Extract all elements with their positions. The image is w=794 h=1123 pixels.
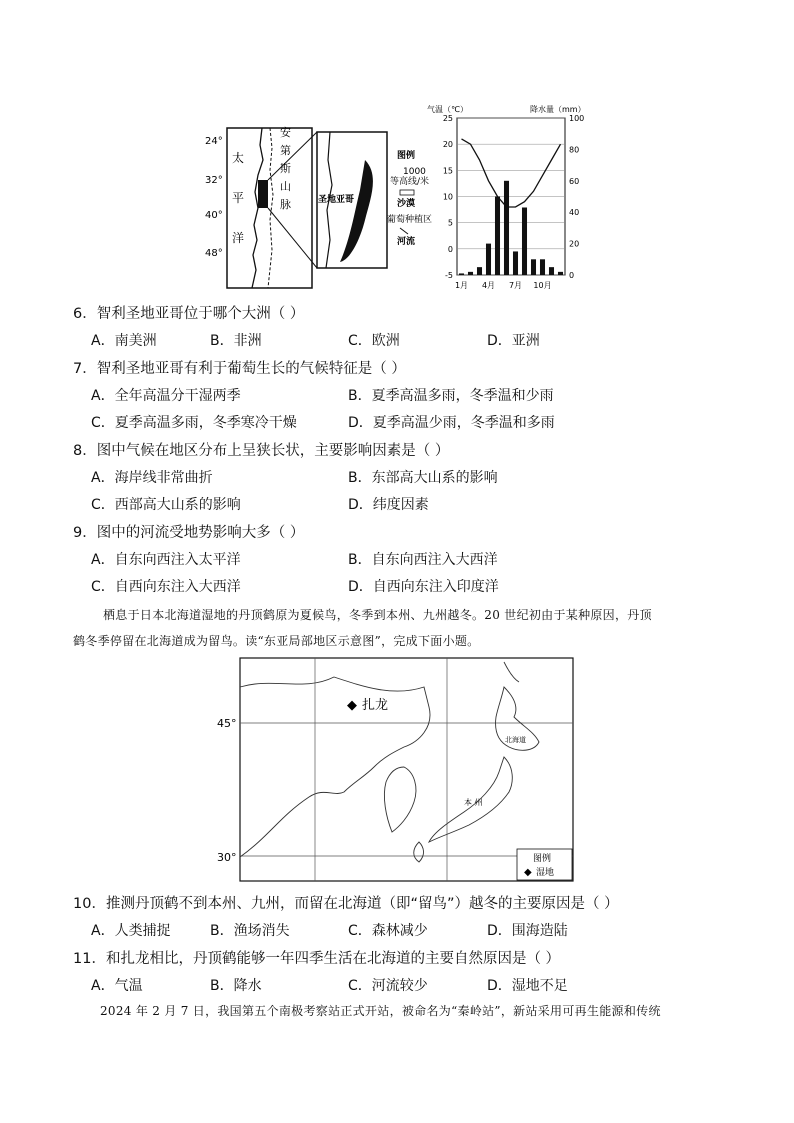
q6-option-a[interactable]: A．南美洲 [91, 333, 157, 349]
temp-axis-label: 气温（℃） [427, 105, 468, 114]
q11-option-b[interactable]: B．降水 [210, 978, 262, 994]
q8-option-c[interactable]: C．西部高大山系的影响 [91, 497, 241, 513]
x-tick-label: 4月 [481, 281, 496, 290]
climate-chart [425, 100, 590, 295]
precip-bar [540, 259, 545, 275]
east-asia-map [214, 657, 576, 883]
santiago-region [258, 180, 268, 208]
question-10: 10．推测丹顶鹤不到本州、九州，而留在北海道（即“留鸟”）越冬的主要原因是（ ） [73, 896, 619, 912]
svg-text:1000: 1000 [403, 167, 426, 177]
temp-tick-label: 25 [442, 114, 453, 123]
x-tick-label: 7月 [508, 281, 523, 290]
x-tick-label: 1月 [454, 281, 469, 290]
precip-tick-label: 0 [569, 271, 575, 280]
question-6: 6．智利圣地亚哥位于哪个大洲（ ） [73, 306, 305, 322]
santiago-label: 圣地亚哥 [318, 195, 355, 205]
passage-crane-line1: 栖息于日本北海道湿地的丹顶鹤原为夏候鸟，冬季到本州、九州越冬。20 世纪初由于某种原因，丹顶 [103, 608, 652, 622]
svg-text:平: 平 [232, 191, 245, 205]
andes-label [280, 125, 291, 211]
precip-bar [477, 267, 482, 275]
q9-option-a[interactable]: A．自东向西注入太平洋 [91, 552, 241, 568]
ocean-label [232, 150, 244, 245]
svg-text:第: 第 [280, 144, 291, 157]
question-7: 7．智利圣地亚哥有利于葡萄生长的气候特征是（ ） [73, 361, 406, 377]
passage-qinling: 2024 年 2 月 7 日，我国第五个南极考察站正式开站，被命名为“秦岭站”，新站采用可再生能源和传统 [100, 1004, 661, 1018]
lat-40: 40° [205, 210, 223, 221]
svg-text:河流: 河流 [397, 237, 416, 247]
lat-45-label: 45° [217, 717, 237, 730]
temp-tick-label: 15 [442, 166, 453, 176]
q11-option-d[interactable]: D．湿地不足 [487, 978, 568, 994]
question-9: 9．图中的河流受地势影响大多（ ） [73, 525, 305, 541]
q9-option-c[interactable]: C．自西向东注入大西洋 [91, 579, 241, 595]
q10-option-d[interactable]: D．围海造陆 [487, 923, 568, 939]
precip-bar [522, 207, 527, 275]
svg-text:脉: 脉 [280, 198, 291, 211]
precip-bar [531, 259, 536, 275]
zhalong-label: 扎龙 [362, 698, 389, 713]
precip-bar [504, 181, 509, 275]
precip-tick-label: 60 [569, 176, 580, 186]
q7-option-a[interactable]: A．全年高温分干湿两季 [91, 388, 241, 404]
q11-option-c[interactable]: C．河流较少 [348, 978, 428, 994]
x-tick-label: 10月 [533, 281, 552, 290]
svg-text:图例: 图例 [397, 151, 416, 161]
q8-option-a[interactable]: A．海岸线非常曲折 [91, 470, 213, 486]
precip-axis-label: 降水量（mm） [530, 105, 586, 114]
temp-tick-label: 0 [447, 244, 453, 254]
precip-bar [459, 273, 464, 275]
q7-option-c[interactable]: C．夏季高温多雨，冬季寒冷干燥 [91, 415, 297, 431]
precip-tick-label: 80 [569, 145, 580, 155]
q6-option-b[interactable]: B．非洲 [210, 333, 262, 349]
precip-bar [549, 267, 554, 275]
svg-text:安: 安 [280, 126, 291, 139]
lat-24: 24° [205, 136, 223, 147]
q10-option-c[interactable]: C．森林减少 [348, 923, 428, 939]
q8-option-d[interactable]: D．纬度因素 [348, 497, 429, 513]
q7-option-d[interactable]: D．夏季高温少雨，冬季温和多雨 [348, 415, 555, 431]
lat-30-label: 30° [217, 851, 237, 864]
precip-bar [468, 272, 473, 275]
precip-bar [558, 272, 563, 275]
figure-east-asia [214, 657, 576, 883]
wetland-diamond-icon: ◆ [524, 867, 532, 878]
andes-line [268, 128, 273, 288]
temp-line [462, 139, 561, 207]
svg-text:沙漠: 沙漠 [397, 199, 416, 209]
svg-text:斯: 斯 [280, 162, 291, 175]
svg-text:葡萄种植区: 葡萄种植区 [387, 215, 433, 225]
precip-bar [513, 251, 518, 275]
q9-option-b[interactable]: B．自东向西注入大西洋 [348, 552, 498, 568]
latitude-labels [205, 136, 223, 259]
q11-option-a[interactable]: A．气温 [91, 978, 143, 994]
question-11: 11．和扎龙相比，丹顶鹤能够一年四季生活在北海道的主要自然原因是（ ） [73, 951, 561, 967]
hokkaido-label: 北海道 [505, 736, 526, 744]
map2-legend-title: 图例 [533, 854, 552, 864]
precip-bar [486, 244, 491, 275]
map-frame [240, 658, 573, 881]
lat-48: 48° [205, 248, 223, 259]
q8-option-b[interactable]: B．东部高大山系的影响 [348, 470, 498, 486]
honshu-label: 本 州 [464, 798, 483, 807]
precip-tick-label: 20 [569, 239, 580, 249]
vineyard-area [340, 160, 373, 262]
svg-text:等高线/米: 等高线/米 [390, 177, 430, 187]
svg-text:太: 太 [232, 151, 245, 165]
q6-option-c[interactable]: C．欧洲 [348, 333, 400, 349]
lat-32: 32° [205, 175, 223, 186]
svg-text:洋: 洋 [232, 231, 245, 245]
climate-chart-svg [425, 100, 590, 295]
precip-tick-label: 100 [569, 114, 585, 123]
q7-option-b[interactable]: B．夏季高温多雨，冬季温和少雨 [348, 388, 554, 404]
q6-option-d[interactable]: D．亚洲 [487, 333, 540, 349]
map2-legend-item: 湿地 [536, 868, 555, 878]
temp-tick-label: 20 [442, 140, 453, 150]
svg-text:山: 山 [280, 180, 291, 193]
q10-option-a[interactable]: A．人类捕捉 [91, 923, 171, 939]
q10-option-b[interactable]: B．渔场消失 [210, 923, 290, 939]
precip-bar [495, 197, 500, 276]
temp-tick-label: -5 [445, 271, 453, 280]
q9-option-d[interactable]: D．自西向东注入印度洋 [348, 579, 499, 595]
passage-crane-line2: 鹤冬季停留在北海道成为留鸟。读“东亚局部地区示意图”，完成下面小题。 [73, 634, 480, 648]
precip-tick-label: 40 [569, 208, 580, 218]
zhalong-diamond: ◆ [347, 698, 357, 713]
temp-tick-label: 5 [447, 218, 453, 228]
question-8: 8．图中气候在地区分布上呈狭长状，主要影响因素是（ ） [73, 443, 450, 459]
temp-tick-label: 10 [442, 192, 453, 202]
